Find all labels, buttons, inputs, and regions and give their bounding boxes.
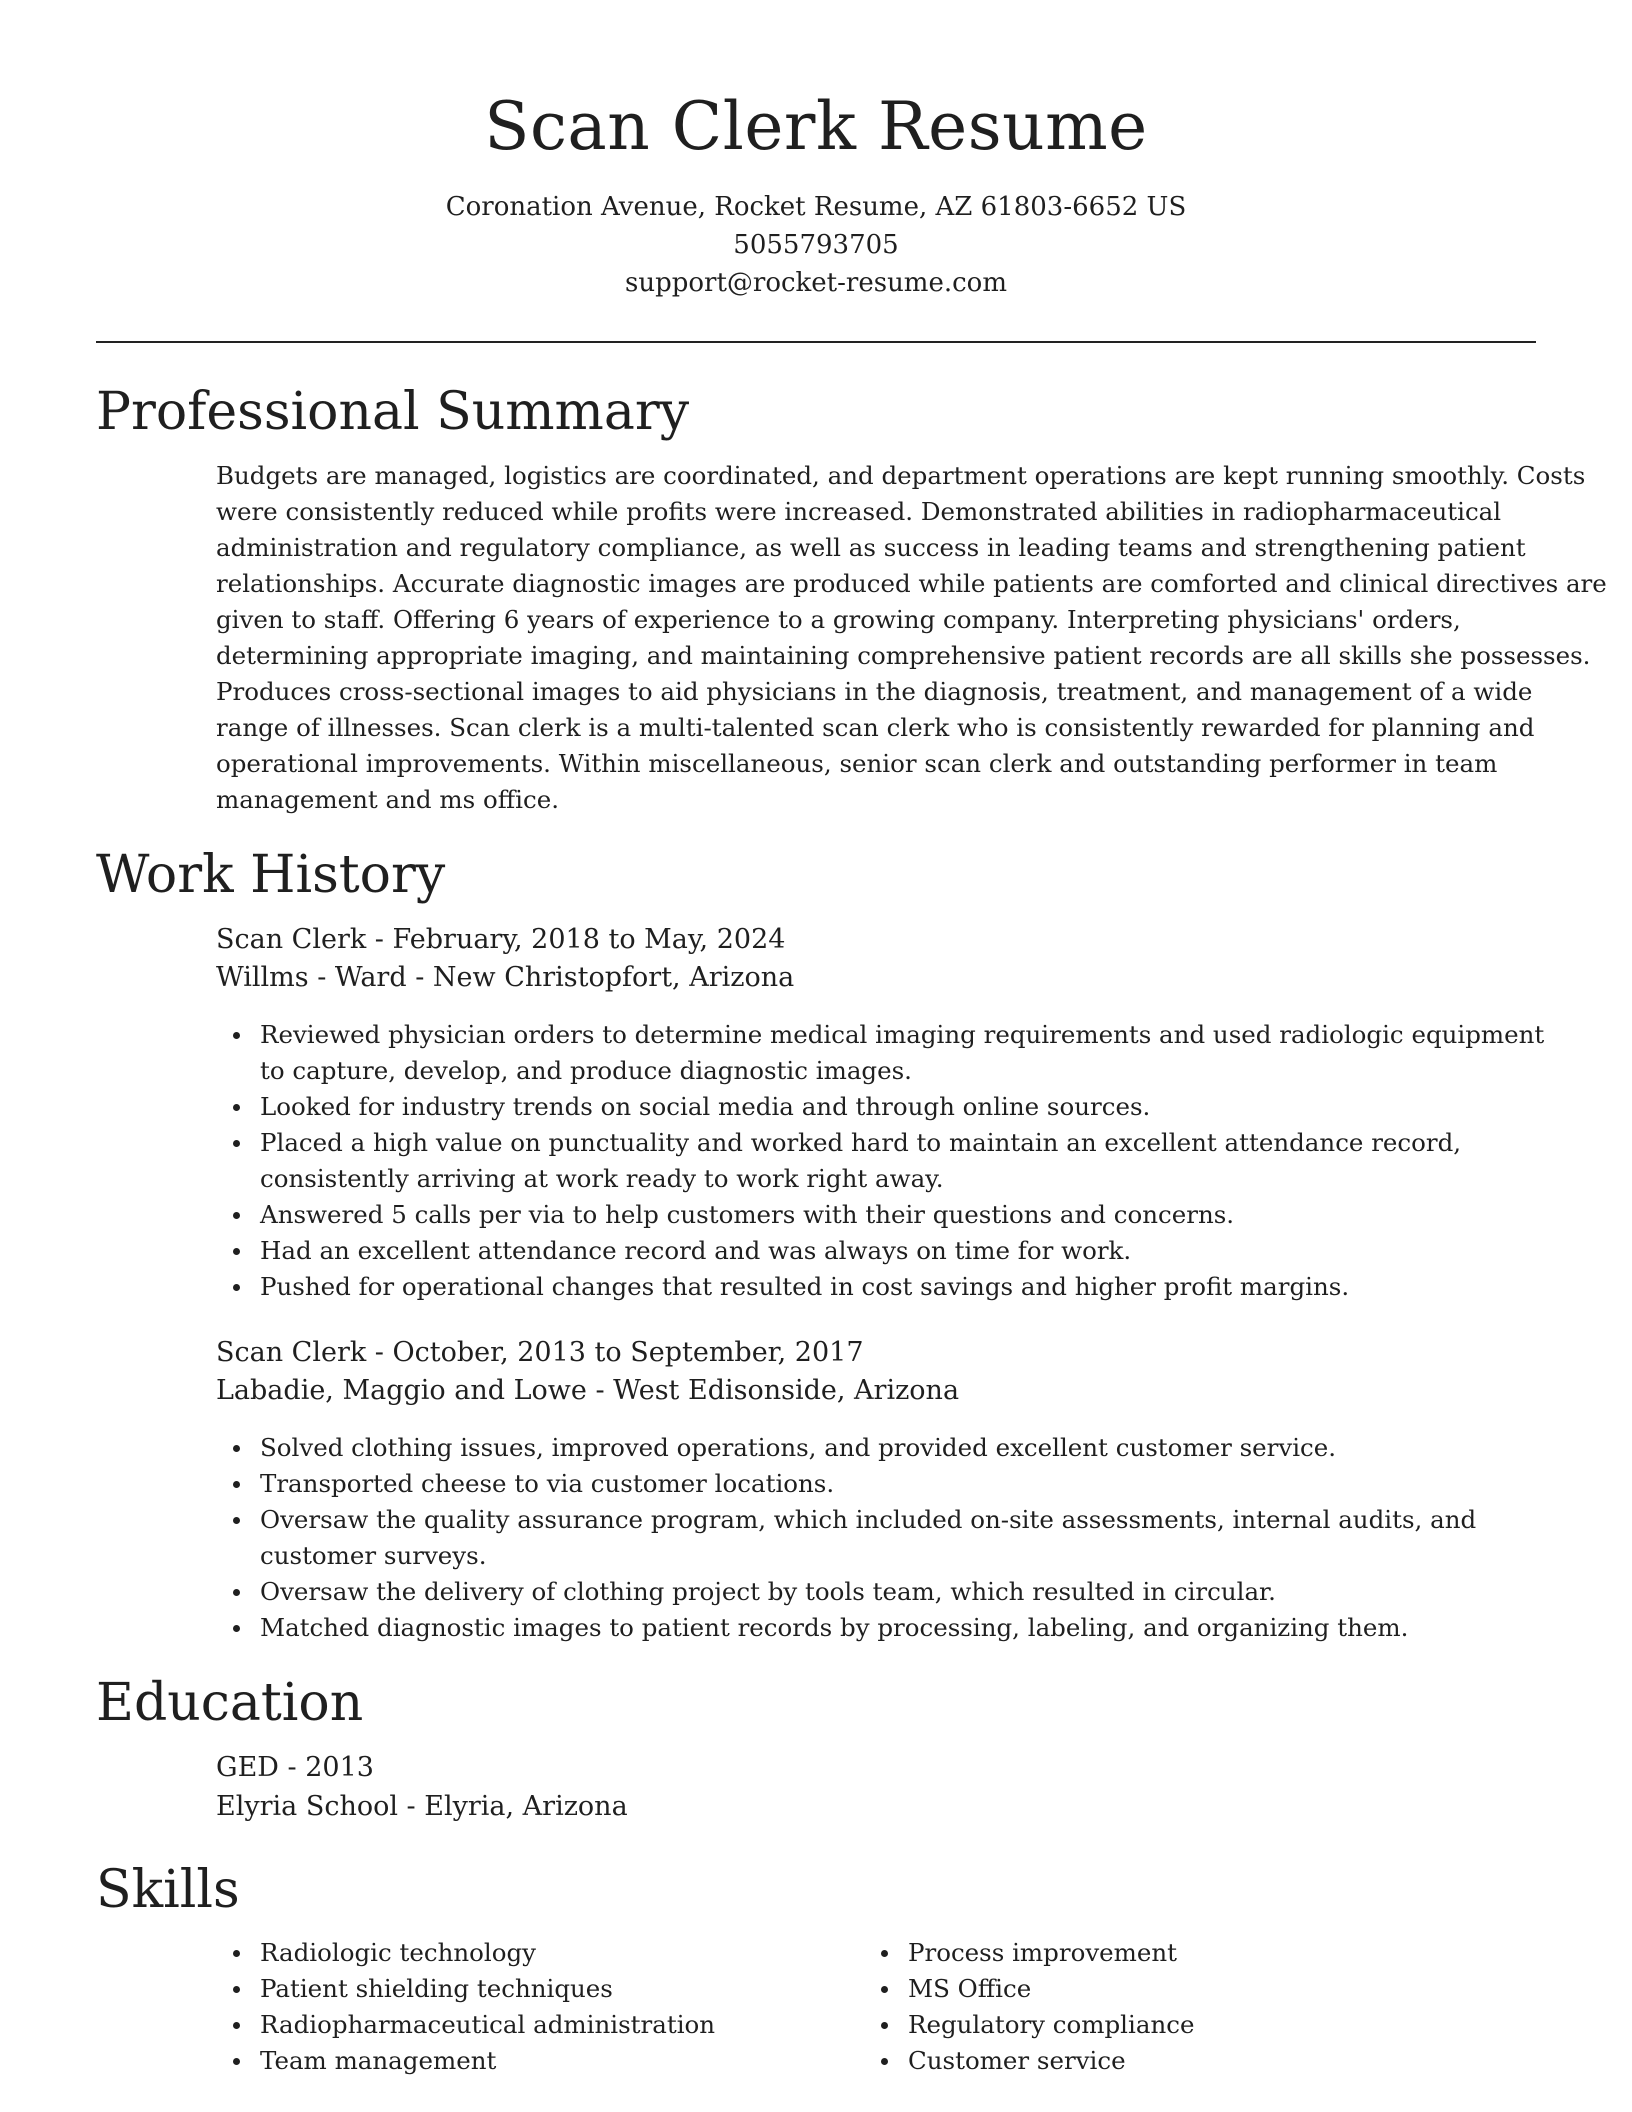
list-item: Looked for industry trends on social media and through online sources.: [216, 1089, 1546, 1125]
skill-item: Team management: [216, 2043, 1546, 2079]
summary-line: Produces cross-sectional images to aid physicians in the diagnosis, treatment, and management of a wide: [216, 677, 1533, 706]
education-school: Elyria School - Elyria, Arizona: [216, 1791, 628, 1822]
contact-address: Coronation Avenue, Rocket Resume, AZ 61803-6652 US: [445, 192, 1187, 222]
summary-line: Budgets are managed, logistics are coordinated, and department operations are kept running smoothly. Costs: [216, 461, 1586, 490]
skill-item: MS Office: [864, 1971, 1632, 2007]
job-duties-list: [216, 1017, 1546, 1305]
skill-item: Radiologic technology: [216, 1935, 1546, 1971]
skill-item: Regulatory compliance: [864, 2007, 1632, 2043]
skill-item: Process improvement: [864, 1935, 1632, 1971]
summary-line: given to staff. Offering 6 years of experience to a growing company. Interpreting physicians' orders,: [216, 605, 1461, 634]
list-item: Solved clothing issues, improved operations, and provided excellent customer service.: [216, 1430, 1546, 1466]
summary-line: management and ms office.: [216, 785, 559, 814]
education-heading: Education: [96, 1673, 364, 1733]
education-degree: GED - 2013: [216, 1752, 374, 1783]
summary-line: operational improvements. Within miscellaneous, senior scan clerk and outstanding performer in team: [216, 749, 1498, 778]
skill-item: Customer service: [864, 2043, 1632, 2079]
skill-item: Radiopharmaceutical administration: [216, 2007, 1546, 2043]
contact-email: support@rocket-resume.com: [624, 268, 1007, 298]
summary-line: were consistently reduced while profits were increased. Demonstrated abilities in radiopharmaceutical: [216, 497, 1502, 526]
job-employer: Labadie, Maggio and Lowe - West Edisonside, Arizona: [216, 1375, 960, 1406]
job-title: Scan Clerk - October, 2013 to September, 2017: [216, 1337, 864, 1368]
list-item: Placed a high value on punctuality and worked hard to maintain an excellent attendance record, consistently arriving at work ready to work right away.: [216, 1125, 1546, 1197]
summary-line: determining appropriate imaging, and maintaining comprehensive patient records are all skills she possesses.: [216, 641, 1591, 670]
summary-line: relationships. Accurate diagnostic images are produced while patients are comforted and clinical directives are: [216, 569, 1607, 598]
skills-heading: Skills: [96, 1860, 240, 1920]
resume-title: Scan Clerk Resume: [484, 88, 1148, 165]
list-item: Oversaw the delivery of clothing project by tools team, which resulted in circular.: [216, 1574, 1546, 1610]
list-item: Transported cheese to via customer locations.: [216, 1466, 1546, 1502]
skills-list-right: [864, 1935, 1632, 2079]
list-item: Reviewed physician orders to determine medical imaging requirements and used radiologic equipment to capture, develop, and produce diagnostic images.: [216, 1017, 1546, 1089]
summary-line: administration and regulatory compliance, as well as success in leading teams and strengthening patient: [216, 533, 1526, 562]
job-employer: Willms - Ward - New Christopfort, Arizona: [216, 962, 795, 993]
list-item: Had an excellent attendance record and was always on time for work.: [216, 1233, 1546, 1269]
summary-line: range of illnesses. Scan clerk is a multi-talented scan clerk who is consistently rewarded for planning and: [216, 713, 1535, 742]
list-item: Pushed for operational changes that resulted in cost savings and higher profit margins.: [216, 1269, 1546, 1305]
work-history-heading: Work History: [96, 845, 446, 905]
summary-paragraph: [216, 458, 1607, 818]
list-item: Oversaw the quality assurance program, which included on-site assessments, internal audits, and customer surveys.: [216, 1502, 1546, 1574]
header-divider: [96, 341, 1536, 343]
contact-phone: 5055793705: [733, 230, 899, 260]
job-duties-list: [216, 1430, 1546, 1646]
list-item: Matched diagnostic images to patient records by processing, labeling, and organizing them.: [216, 1610, 1546, 1646]
summary-heading: Professional Summary: [96, 382, 690, 442]
list-item: Answered 5 calls per via to help customers with their questions and concerns.: [216, 1197, 1546, 1233]
skill-item: Patient shielding techniques: [216, 1971, 1546, 2007]
job-title: Scan Clerk - February, 2018 to May, 2024: [216, 924, 786, 955]
